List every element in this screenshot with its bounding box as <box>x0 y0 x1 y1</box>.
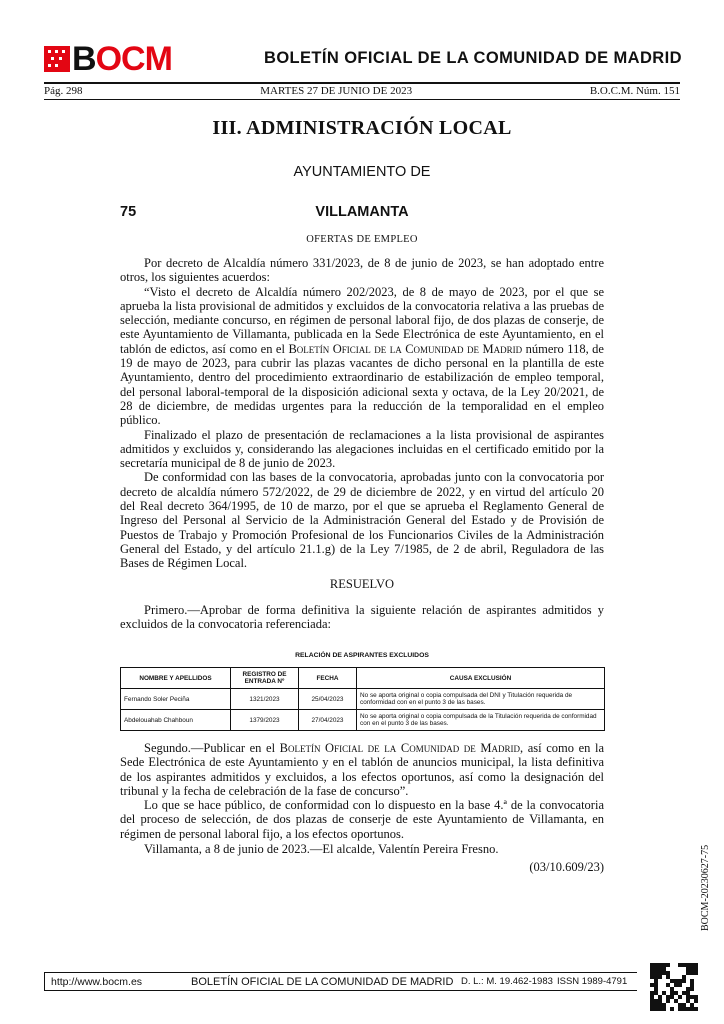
paragraph: Por decreto de Alcaldía número 331/2023, de 8 de junio de 2023, se han adoptado entre otros, los siguientes acuerdos: <box>120 256 604 285</box>
body-block-2 <box>120 603 604 632</box>
municipality-name: VILLAMANTA <box>315 204 409 220</box>
page-number: Pág. 298 <box>44 85 83 97</box>
ayuntamiento-heading: AYUNTAMIENTO DE <box>293 164 431 180</box>
meta-rule <box>44 99 680 100</box>
qr-code-icon <box>650 963 698 1011</box>
section-title: III. ADMINISTRACIÓN LOCAL <box>212 117 512 139</box>
paragraph: “Visto el decreto de Alcaldía número 202/2023, de 8 de mayo de 2023, por el que se aprueba la lista provisional de admitidos y excluidos de la convocatoria relativa a las pruebas de selección, mediante concurso, en régimen de personal laboral fijo, de dos plazas de conserje, de este Ayuntamiento de Villamanta, publicada en la Sede Electrónica de este Ayuntamiento, en el tablón de edictos, así como en el Boletín Oficial de la Comunidad de Madrid número 118, de 19 de mayo de 2023, para cubrir las plazas vacantes de dicho personal en la plantilla de este Ayuntamiento, dentro del procedimiento extraordinario de estabilización de empleo temporal, del personal laboral-temporal de la disposición adicional sexta y octava, de la Ley 20/2021, de 28 de diciembre, de medidas urgentes para la reducción de la temporalidad en el empleo público. <box>120 284 604 428</box>
table-cell: No se aporta original o copia compulsada de la Titulación requerida de conformidad con en el punto 3 de las bases. <box>357 710 605 731</box>
bocm-logo <box>44 40 172 78</box>
signature-line: Villamanta, a 8 de junio de 2023.—El alcalde, Valentín Pereira Fresno. <box>144 842 499 856</box>
header-meta <box>44 85 680 97</box>
table-row <box>121 689 605 710</box>
table-cell: Fernando Soler Peciña <box>121 689 231 710</box>
paragraph: Segundo.—Publicar en el Boletín Oficial de la Comunidad de Madrid, así como en la Sede Electrónica de este Ayuntamiento y en el tablón de anuncios municipal, la lista definitiva de los aspirantes admitidos y excluidos, a los efectos oportunos, así como la designación del tribunal y la fecha de celebración de la fase de concurso”. <box>120 741 604 798</box>
paragraph: Primero.—Aprobar de forma definitiva la siguiente relación de aspirantes admitidos y excluidos de la convocatoria referenciada: <box>120 603 604 632</box>
column-header: FECHA <box>299 668 357 689</box>
table-cell: 27/04/2023 <box>299 710 357 731</box>
header-rule <box>44 82 680 84</box>
logo-text: BOCM <box>72 40 172 78</box>
issue-number: B.O.C.M. Núm. 151 <box>589 85 680 97</box>
footer-url-link[interactable]: http://www.bocm.es <box>51 975 143 988</box>
table-cell: Abdelouahab Chahboun <box>121 710 231 731</box>
table-cell: 1379/2023 <box>231 710 299 731</box>
paragraph: Finalizado el plazo de presentación de reclamaciones a la lista provisional de aspirantes admitidos y excluidos y, considerando las alegaciones incluidas en el certificado emitido por la secretaría municipal de 8 de junio de 2023. <box>120 427 604 471</box>
subheading: OFERTAS DE EMPLEO <box>306 234 418 245</box>
table-title: RELACIÓN DE ASPIRANTES EXCLUIDOS <box>295 652 429 659</box>
column-header: NOMBRE Y APELLIDOS <box>121 668 231 689</box>
table-cell: 1321/2023 <box>231 689 299 710</box>
masthead-title: BOLETÍN OFICIAL DE LA COMUNIDAD DE MADRID <box>264 49 682 67</box>
footer-bar <box>44 972 637 991</box>
entry-number: 75 <box>120 204 137 220</box>
column-header: CAUSA EXCLUSIÓN <box>357 668 605 689</box>
madrid-stars-icon <box>44 46 70 72</box>
table-header-row <box>121 668 605 689</box>
issue-date: MARTES 27 DE JUNIO DE 2023 <box>260 85 413 97</box>
body-block-1 <box>120 256 604 571</box>
resuelvo-heading: RESUELVO <box>329 577 395 591</box>
column-header: REGISTRO DE ENTRADA Nº <box>231 668 299 689</box>
footer-issn: ISSN 1989-4791 <box>557 976 628 987</box>
table-row <box>121 710 605 731</box>
excluded-table <box>120 667 605 731</box>
paragraph: De conformidad con las bases de la convocatoria, aprobadas junto con la convocatoria por decreto de alcaldía número 572/2022, de 29 de diciembre de 2022, y en virtud del artículo 20 del Real decreto 364/1995, de 10 de marzo, por el que se aprueba el Reglamento General de Ingreso del Personal al Servicio de la Administración General del Estado y de Provisión de Puestos de Trabajo y Promoción Profesional de los Funcionarios Civiles de la Administración General del Estado, y del artículo 21.1.g) de la Ley 7/1985, de 2 de abril, Reguladora de las Bases de Régimen Local. <box>120 470 604 571</box>
body-block-3 <box>120 741 604 841</box>
paragraph: Lo que se hace público, de conformidad con lo dispuesto en la base 4.ª de la convocatoria del proceso de selección, de dos plazas de conserje de este Ayuntamiento de Villamanta, en régimen de personal laboral fijo, a los efectos oportunos. <box>120 798 604 841</box>
reference-code: (03/10.609/23) <box>529 860 604 874</box>
side-code: BOCM-20230627-75 <box>700 844 711 931</box>
table-cell: No se aporta original o copia compulsada del DNI y Titulación requerida de conformidad con en el punto 3 de las bases. <box>357 689 605 710</box>
table-cell: 25/04/2023 <box>299 689 357 710</box>
footer-legal-deposit: D. L.: M. 19.462-1983 <box>461 976 553 987</box>
footer-title: BOLETÍN OFICIAL DE LA COMUNIDAD DE MADRID <box>191 975 454 988</box>
